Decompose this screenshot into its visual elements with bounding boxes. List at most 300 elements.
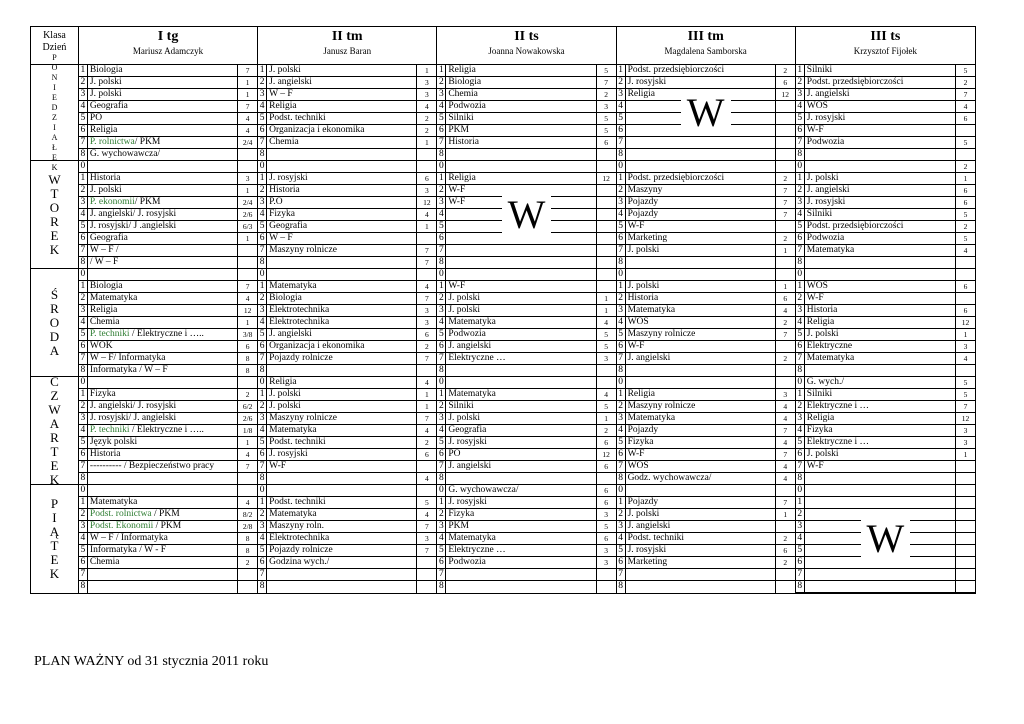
lesson-number: 2 [617, 401, 626, 412]
lesson-number: 1 [437, 281, 446, 292]
lesson-subject [626, 329, 776, 340]
lesson-row [617, 89, 795, 101]
day-letter: A [51, 132, 58, 142]
room-number: 7 [424, 354, 429, 363]
lesson-subject [805, 557, 956, 568]
lesson-row [796, 509, 975, 521]
subject-segment: J. polski [627, 245, 660, 255]
room-number: 2 [245, 558, 250, 567]
room-number: 2 [783, 318, 788, 327]
lesson-row [796, 581, 975, 593]
room-number [597, 257, 616, 268]
subject-segment: Fizyka [448, 509, 475, 519]
room-number [417, 161, 436, 172]
subject-segment: Maszyny rolnicze [269, 413, 337, 423]
lesson-number: 3 [617, 521, 626, 532]
lesson-subject [88, 293, 238, 304]
lesson-number: 3 [79, 413, 88, 424]
day-letter: O [49, 314, 60, 330]
lesson-number: 3 [258, 89, 267, 100]
day-letter: D [49, 328, 60, 344]
room-number: 1 [245, 318, 250, 327]
lesson-subject [267, 425, 417, 436]
room-number: 4 [424, 282, 429, 291]
lesson-number: 3 [617, 197, 626, 208]
lesson-subject [626, 365, 776, 377]
lesson-row [437, 125, 615, 137]
room-number: 3 [604, 558, 608, 567]
lesson-row [796, 101, 975, 113]
lesson-subject [88, 473, 238, 485]
lesson-number: 5 [79, 113, 88, 124]
lesson-row [796, 437, 975, 449]
class-day-block [258, 269, 437, 376]
lesson-subject [446, 185, 596, 196]
lesson-subject [446, 557, 596, 568]
room-number: 7 [245, 102, 250, 111]
room-number [597, 185, 616, 196]
room-number [597, 233, 616, 244]
class-day-block [79, 65, 258, 160]
subject-segment: Chemia [89, 557, 120, 567]
lesson-row [437, 281, 615, 293]
lesson-subject [267, 377, 417, 388]
class-name: II tm [331, 29, 363, 44]
subject-segment: J. polski [806, 173, 839, 183]
room-number: 2 [963, 162, 968, 171]
subject-segment: Matematyka [448, 533, 496, 543]
day-letter: T [50, 538, 59, 553]
room-number: 7 [783, 450, 788, 459]
lesson-subject [626, 317, 776, 328]
lesson-number: 7 [617, 137, 626, 148]
subject-segment: P. techniki [89, 329, 130, 339]
lesson-subject [446, 533, 596, 544]
room-number [238, 485, 257, 496]
lesson-subject [446, 545, 596, 556]
subject-segment: Chemia [448, 89, 478, 99]
room-number [776, 581, 795, 593]
lesson-subject [267, 113, 417, 124]
lesson-subject [805, 293, 956, 304]
lesson-row [79, 245, 257, 257]
lesson-number: 0 [617, 377, 626, 388]
room-number: 8 [245, 546, 250, 555]
room-number [238, 377, 257, 388]
subject-segment: Religia [627, 389, 656, 399]
lesson-row [79, 473, 257, 485]
lesson-number: 1 [617, 281, 626, 292]
lesson-row [79, 401, 257, 413]
lesson-subject [446, 173, 596, 184]
lesson-number: 6 [796, 233, 805, 244]
lesson-subject [805, 101, 956, 112]
room-number [776, 377, 795, 388]
lesson-subject [267, 77, 417, 88]
lesson-subject [267, 485, 417, 496]
lesson-subject [267, 401, 417, 412]
lesson-number: 5 [796, 545, 805, 556]
room-number: 1 [783, 246, 788, 255]
room-number: 4 [783, 438, 788, 447]
lesson-subject [88, 161, 238, 172]
lesson-subject [88, 65, 238, 76]
subject-segment: Elektryczne [806, 341, 853, 351]
lesson-number: 6 [258, 557, 267, 568]
lesson-row [258, 545, 436, 557]
lesson-number: 4 [617, 425, 626, 436]
lesson-subject [267, 221, 417, 232]
lesson-row [258, 185, 436, 197]
subject-segment: Podst. przedsiębiorczości [627, 65, 725, 75]
class-label: Klasa [43, 30, 66, 41]
lesson-row [437, 89, 615, 101]
room-number: 2 [963, 78, 968, 87]
lesson-row [617, 557, 795, 569]
day-label [31, 269, 79, 376]
day-letter: T [50, 185, 59, 201]
lesson-subject [805, 245, 956, 256]
lesson-row [258, 101, 436, 113]
day-letter: Ą [49, 524, 60, 539]
lesson-subject [446, 509, 596, 520]
lesson-subject [88, 317, 238, 328]
room-number: 7 [424, 414, 429, 423]
validity-note: PLAN WAŻNY od 31 stycznia 2011 roku [34, 654, 269, 669]
lesson-number: 4 [258, 533, 267, 544]
lesson-number: 5 [79, 437, 88, 448]
lesson-subject [626, 89, 776, 100]
lesson-number: 7 [617, 461, 626, 472]
class-teacher: Janusz Baran [323, 46, 372, 56]
lesson-number: 2 [796, 401, 805, 412]
subject-segment: Matematyka [269, 425, 317, 435]
lesson-row [437, 317, 615, 329]
lesson-row [258, 197, 436, 209]
subject-segment: PKM [448, 125, 469, 135]
lesson-row [437, 149, 615, 161]
lesson-subject [805, 281, 956, 292]
room-number: 8/2 [242, 510, 253, 519]
room-number [776, 125, 795, 136]
lesson-number: 4 [617, 533, 626, 544]
room-number: 6 [604, 438, 608, 447]
room-number: 1 [783, 282, 788, 291]
subject-segment: Organizacja i ekonomika [269, 341, 365, 351]
lesson-row [79, 389, 257, 401]
lesson-row [796, 485, 975, 497]
room-number [776, 569, 795, 580]
lesson-subject [446, 149, 596, 161]
lesson-subject [626, 197, 776, 208]
lesson-row [796, 137, 975, 149]
lesson-row [617, 353, 795, 365]
room-number [417, 269, 436, 280]
day-letter: R [50, 213, 59, 229]
lesson-row [79, 437, 257, 449]
lesson-subject [88, 329, 238, 340]
lesson-subject [446, 569, 596, 580]
lesson-row [258, 461, 436, 473]
lesson-subject [88, 221, 238, 232]
room-number: 2 [424, 114, 429, 123]
class-day-block [796, 485, 975, 593]
lesson-row [79, 257, 257, 269]
lesson-row [258, 509, 436, 521]
lesson-row [617, 533, 795, 545]
day-letter: C [50, 373, 59, 389]
subject-segment: J. angielski/ J. rosyjski [89, 401, 177, 411]
room-number: 4 [783, 414, 788, 423]
lesson-number: 6 [437, 341, 446, 352]
lesson-row [258, 449, 436, 461]
lesson-number: 6 [617, 125, 626, 136]
room-number: 4 [963, 246, 968, 255]
lesson-row [79, 293, 257, 305]
day-letter: Ś [50, 286, 59, 302]
room-number: 12 [243, 306, 252, 315]
days-container [31, 52, 975, 593]
lesson-row [79, 509, 257, 521]
lesson-row [437, 473, 615, 485]
lesson-number: 5 [258, 113, 267, 124]
lesson-row [796, 329, 975, 341]
room-number [776, 365, 795, 377]
lesson-number: 1 [617, 389, 626, 400]
lesson-subject [88, 413, 238, 424]
room-number [597, 269, 616, 280]
room-number: 6 [604, 534, 608, 543]
lesson-number: 2 [258, 77, 267, 88]
lesson-number: 7 [796, 137, 805, 148]
room-number: 5 [963, 210, 968, 219]
subject-segment: WOS [806, 281, 828, 291]
lesson-row [79, 425, 257, 437]
lesson-subject [446, 293, 596, 304]
room-number: 5 [424, 498, 429, 507]
day-letter: E [50, 227, 59, 243]
lesson-subject [626, 305, 776, 316]
lesson-subject [446, 377, 596, 388]
room-number: 4 [604, 318, 608, 327]
lesson-subject [88, 185, 238, 196]
lesson-subject [267, 89, 417, 100]
room-number: 12 [961, 318, 970, 327]
room-number: 7 [424, 246, 429, 255]
lesson-number: 7 [796, 461, 805, 472]
subject-segment: Fizyka [806, 425, 833, 435]
day-section [31, 485, 975, 593]
lesson-number: 1 [796, 281, 805, 292]
subject-segment: Godzina wych./ [269, 557, 330, 567]
lesson-number: 1 [79, 497, 88, 508]
room-number [776, 137, 795, 148]
room-number: 2/8 [242, 522, 253, 531]
lesson-row [79, 113, 257, 125]
subject-segment: Religia [269, 377, 297, 387]
lesson-subject [446, 197, 596, 208]
room-number: 7 [424, 546, 429, 555]
room-number: 1 [963, 450, 968, 459]
lesson-subject [446, 161, 596, 172]
subject-segment: Maszyny [627, 185, 663, 195]
lesson-row [617, 245, 795, 257]
subject-segment: J. polski [89, 185, 122, 195]
lesson-number: 2 [258, 293, 267, 304]
room-number: 2 [783, 354, 788, 363]
room-number: 5 [604, 330, 608, 339]
room-number [238, 581, 257, 593]
lesson-row [79, 77, 257, 89]
lesson-number: 2 [796, 509, 805, 520]
lesson-number: 1 [617, 173, 626, 184]
subject-segment: J. rosyjski [627, 545, 667, 555]
room-number [417, 557, 436, 568]
lesson-subject [805, 137, 956, 148]
subject-segment: Fizyka [89, 389, 116, 399]
lesson-number: 7 [258, 461, 267, 472]
room-number: 7 [783, 498, 788, 507]
room-number [776, 113, 795, 124]
room-number: 2 [604, 90, 608, 99]
lesson-row [617, 497, 795, 509]
room-number: 4 [245, 450, 250, 459]
room-number [238, 149, 257, 161]
lesson-subject [626, 569, 776, 580]
lesson-number: 7 [79, 353, 88, 364]
room-number: 6 [604, 498, 608, 507]
lesson-row [258, 341, 436, 353]
lesson-row [79, 101, 257, 113]
lesson-row [617, 149, 795, 161]
room-number: 3 [604, 354, 608, 363]
subject-segment: Matematyka [627, 413, 676, 423]
room-number: 1 [424, 138, 429, 147]
lesson-number: 0 [437, 161, 446, 172]
class-name: III tm [687, 29, 724, 44]
lesson-number: 2 [79, 185, 88, 196]
subject-segment: Religia [448, 173, 476, 183]
lesson-subject [446, 437, 596, 448]
lesson-number: 1 [258, 497, 267, 508]
lesson-row [258, 401, 436, 413]
subject-segment: Pojazdy rolnicze [269, 545, 333, 555]
subject-segment: Fizyka [627, 437, 654, 447]
room-number: 6 [783, 546, 788, 555]
lesson-subject [267, 437, 417, 448]
room-number: 3 [963, 342, 968, 351]
class-header-3 [437, 27, 616, 64]
subject-segment: J. polski [89, 77, 122, 87]
room-number: 6 [963, 186, 968, 195]
lesson-number: 7 [796, 353, 805, 364]
lesson-number: 3 [79, 521, 88, 532]
lesson-subject [805, 365, 956, 377]
lesson-subject [626, 485, 776, 496]
lesson-row [258, 209, 436, 221]
subject-segment: Geografia [89, 233, 128, 243]
room-number [417, 149, 436, 161]
lesson-row [617, 137, 795, 149]
day-section [31, 373, 975, 487]
lesson-number: 6 [79, 557, 88, 568]
lesson-number: 3 [79, 305, 88, 316]
room-number [238, 569, 257, 580]
lesson-subject [88, 581, 238, 593]
subject-segment: Matematyka [269, 509, 317, 519]
room-number: 7 [783, 186, 788, 195]
lesson-row [617, 125, 795, 137]
lesson-number: 5 [258, 221, 267, 232]
lesson-row [79, 233, 257, 245]
lesson-number: 6 [796, 557, 805, 568]
room-number: 7 [783, 426, 788, 435]
day-letter: P [52, 52, 57, 62]
lesson-subject [805, 413, 956, 424]
lesson-subject [446, 521, 596, 532]
lesson-subject [88, 377, 238, 388]
lesson-number: 4 [258, 425, 267, 436]
lesson-number: 1 [79, 281, 88, 292]
lesson-number: 2 [258, 509, 267, 520]
lesson-row [796, 389, 975, 401]
room-number: 6 [783, 78, 788, 87]
lesson-row [258, 377, 436, 389]
subject-segment: Marketing [627, 233, 668, 243]
lesson-number: 4 [79, 425, 88, 436]
lesson-row [796, 77, 975, 89]
subject-segment: P. techniki [89, 425, 130, 435]
lesson-row [617, 545, 795, 557]
room-number: 1 [424, 222, 429, 231]
lesson-number: 4 [437, 533, 446, 544]
subject-segment: J. angielski [448, 461, 492, 471]
lesson-number: 6 [258, 449, 267, 460]
lesson-row [437, 173, 615, 185]
lesson-number: 0 [796, 377, 805, 388]
lesson-subject [626, 473, 776, 485]
room-number: 12 [602, 174, 610, 183]
lesson-subject [626, 65, 776, 76]
lesson-number: 7 [437, 245, 446, 256]
lesson-subject [88, 509, 238, 520]
lesson-number: 8 [617, 257, 626, 269]
day-letter: A [49, 415, 60, 431]
lesson-number: 0 [437, 377, 446, 388]
lesson-subject [446, 353, 596, 364]
room-number: 1 [245, 90, 250, 99]
lesson-row [437, 461, 615, 473]
room-number: 3 [424, 186, 429, 195]
lesson-subject [446, 137, 596, 148]
class-day-block [79, 377, 258, 484]
room-number: 4 [783, 462, 788, 471]
room-number: 7 [424, 258, 429, 267]
lesson-subject [626, 449, 776, 460]
lesson-number: 1 [796, 65, 805, 76]
lesson-row [258, 581, 436, 593]
subject-segment: / PKM [134, 137, 161, 147]
lesson-subject [626, 425, 776, 436]
lesson-row [796, 185, 975, 197]
class-day-block [617, 377, 796, 484]
lesson-subject [626, 521, 776, 532]
lesson-row [617, 113, 795, 125]
room-number: 3 [604, 546, 608, 555]
lesson-row [79, 521, 257, 533]
class-day-block [437, 65, 616, 160]
subject-segment: Matematyka [627, 305, 676, 315]
